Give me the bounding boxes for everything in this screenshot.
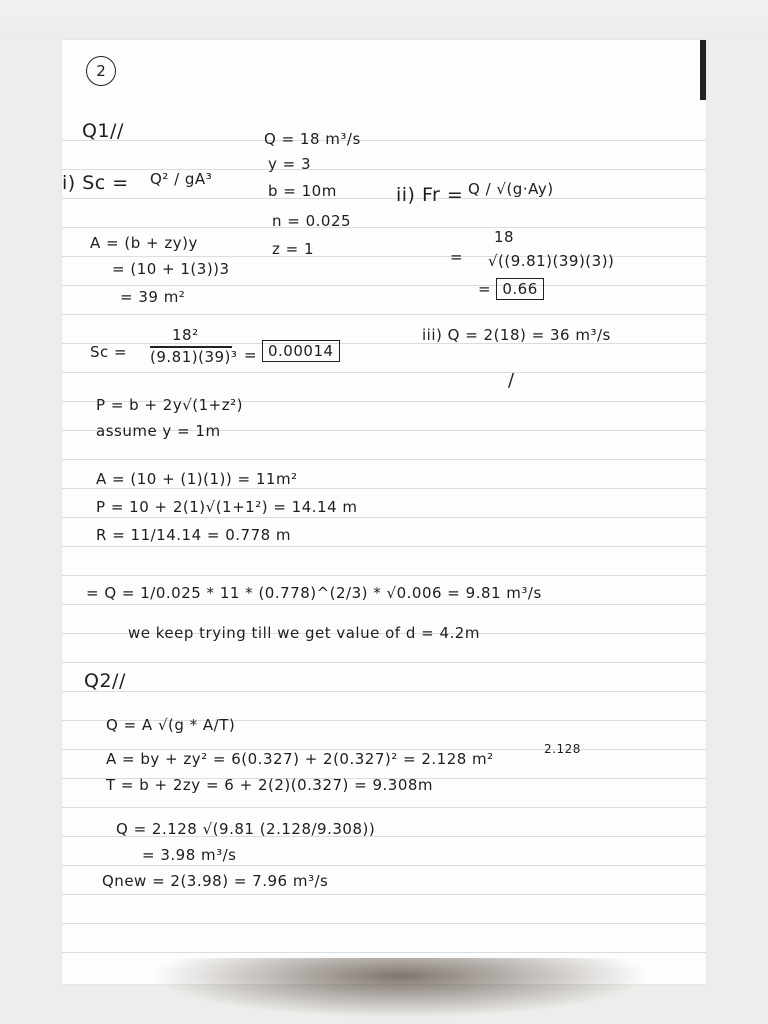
ruled-line [62,285,706,286]
iteration-conclusion: we keep trying till we get value of d = 4.2m [128,624,480,642]
assumed-depth: assume y = 1m [96,422,221,440]
ruled-line [62,227,706,228]
sc-result-wrap [262,342,340,360]
ruled-line [62,546,706,547]
part2-numerator: 18 [494,228,515,246]
q2-critical-flow-formula: Q = A √(g * A/T) [106,716,236,734]
tick-mark: / [508,370,515,391]
ruled-line [62,807,706,808]
hand-shadow [150,958,650,1018]
part1-formula: Q² / gA³ [150,170,213,188]
page-number-circle [86,56,116,86]
ruled-line [62,459,706,460]
ruled-line [62,691,706,692]
q2-area: A = by + zy² = 6(0.327) + 2(0.327)² = 2.128 m² [106,750,494,768]
sc-label: Sc = [90,343,128,361]
page-number: 2 [96,62,106,80]
ruled-line [62,923,706,924]
q2-label: Q2// [84,670,126,692]
ruled-line [62,198,706,199]
manning-equation: = Q = 1/0.025 * 11 * (0.778)^(2/3) * √0.006 = 9.81 m³/s [86,584,542,602]
area-substitution: = (10 + 1(3))3 [112,260,230,278]
given-width: b = 10m [268,182,337,200]
trial-hydraulic-radius: R = 11/14.14 = 0.778 m [96,526,292,544]
part3-line: iii) Q = 2(18) = 36 m³/s [422,326,611,344]
ruled-line [62,865,706,866]
area-result: = 39 m² [120,288,186,306]
q2-discharge-result: = 3.98 m³/s [142,846,237,864]
q2-discharge-substitution: Q = 2.128 √(9.81 (2.128/9.308)) [116,820,376,838]
ruled-line [62,517,706,518]
q2-top-width: T = b + 2zy = 6 + 2(2)(0.327) = 9.308m [106,776,434,794]
sc-numerator: 18² [172,326,199,344]
ruled-line [62,894,706,895]
trial-perimeter: P = 10 + 2(1)√(1+1²) = 14.14 m [96,498,358,516]
desk-background [0,0,768,40]
part2-denominator: √((9.81)(39)(3)) [488,252,615,270]
given-side-slope: z = 1 [272,240,315,258]
notebook-binding-edge [700,40,706,100]
given-discharge: Q = 18 m³/s [264,130,361,148]
wetted-perimeter-formula: P = b + 2y√(1+z²) [96,396,243,414]
trial-area: A = (10 + (1)(1)) = 11m² [96,470,298,488]
ruled-line [62,952,706,953]
given-manning-n: n = 0.025 [272,212,352,230]
ruled-line [62,575,706,576]
part2-label: ii) Fr = [396,184,464,206]
q2-new-discharge: Qnew = 2(3.98) = 7.96 m³/s [102,872,329,890]
part2-result-line: = 0.66 [478,280,544,298]
area-formula: A = (b + zy)y [90,234,198,252]
part2-formula: Q / √(g·Ay) [468,180,554,198]
ruled-line [62,140,706,141]
sc-equals: = [244,346,258,364]
q2-area-note: 2.128 [544,742,581,756]
ruled-line [62,314,706,315]
ruled-line [62,488,706,489]
part2-equals: = [450,248,464,266]
ruled-line [62,604,706,605]
given-depth: y = 3 [268,155,312,173]
part1-label: i) Sc = [62,172,129,194]
sc-result: 0.00014 [262,340,340,362]
ruled-line [62,662,706,663]
ruled-line [62,372,706,373]
part2-result: 0.66 [496,278,543,300]
sc-denominator: (9.81)(39)³ [150,348,238,366]
q1-label: Q1// [82,120,124,142]
